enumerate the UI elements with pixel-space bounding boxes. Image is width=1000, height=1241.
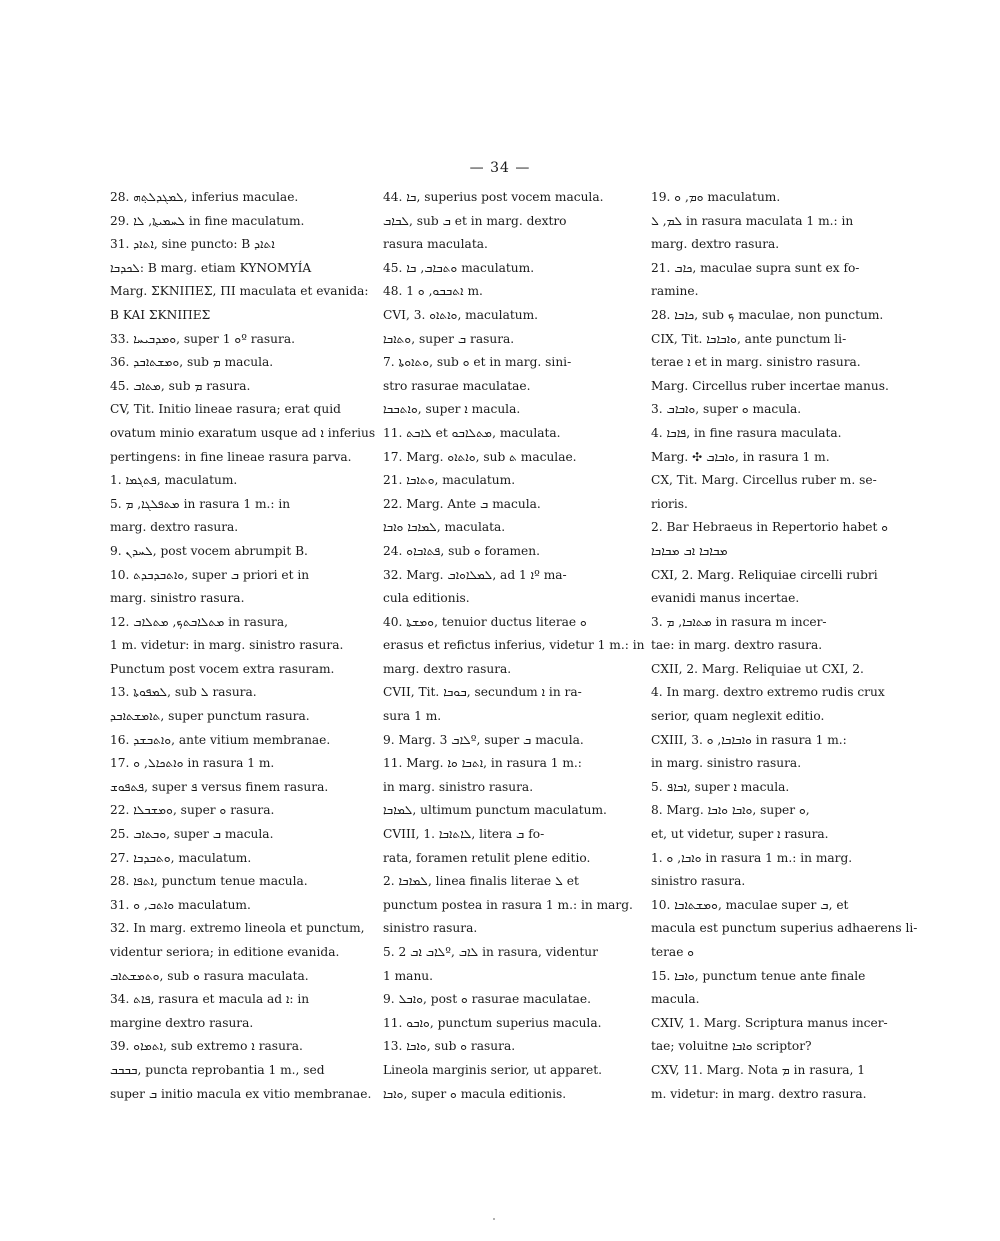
text-line: Punctum post vocem extra rasuram. [110,661,335,676]
text-line: CXV, 11. Marg. Nota ܡ in rasura, 1 [651,1062,866,1077]
text-line: 28. ܟܐܒܐ, sub ܟ maculae, non punctum. [651,307,884,322]
text-line: 5. ܠܐܒ ܐܒ 2º, ܠܐܒ in rasura, videntur [383,945,598,959]
text-line: 32. In marg. extremo lineola et punctum, [110,921,365,936]
text-line: m. videtur: in marg. dextro rasura. [651,1086,867,1101]
text-line: ܠܡ, ܠ in rasura maculata 1 m.: in [651,213,854,228]
text-line: 19. ܘܡ, ܘ maculatum. [651,190,781,204]
text-line: 39. ܐܬܡܐܘ, sub extremo ܐ rasura. [110,1039,303,1054]
text-line: 9. ܠܚܕܢ, post vocem abrumpit B. [110,543,308,558]
page-number: — 34 — [469,160,531,176]
text-line: ܒܒܒܒ, puncta reprobantia 1 m., sed [110,1062,325,1077]
text-line: 3. ܘܐܒܐܒ, super ܘ macula. [651,402,802,417]
text-line: 4. ܦܐܒܐ, in fine rasura maculata. [651,425,842,440]
text-line: in marg. sinistro rasura. [383,779,534,794]
text-line: 31. ܘܐܬܒ, ܘ maculatum. [110,897,251,912]
text-line: 8. Marg. ܘܐܒܐ ܘܐܒܐ, super ܘ, [651,803,810,818]
text-line: rioris. [651,496,688,511]
text-line: 22. Marg. Ante ܒ macula. [383,496,541,511]
text-line: 32. Marg. ܠܡܠܐܘܐܒ, ad ܐ 1º ma- [383,567,567,582]
text-line: erasus et refictus inferius, videtur 1 m.: in [383,638,645,653]
text-line: et, ut videtur, super ܐ rasura. [651,827,829,842]
text-line: Marg. Circellus ruber incertae manus. [651,378,889,393]
text-line: tae; voluitne ܘܐܒܐ scriptor? [651,1039,812,1054]
text-line: 9. ܘܐܒܠ, post ܘ rasurae maculatae. [383,992,591,1007]
text-line: 48. ܐܬܒܒܘ, ܘ 1 m. [383,284,483,299]
text-line: marg. sinistro rasura. [110,591,245,606]
text-line: rasura maculata. [383,237,488,252]
text-line: 15. ܘܐܒܐ, punctum tenue ante finale [651,968,866,983]
text-line: margine dextro rasura. [110,1015,254,1030]
text-line: 2. ܠܡܐܒܐ, linea finalis literae ܠ et [383,874,579,889]
text-line: marg. dextro rasura. [383,661,512,676]
text-line: ܬܐܡܫܬܐܒܕ, super punctum rasura. [110,709,310,724]
text-line: ܡܒܐܒܐ ܐܒ ܡܒܐܒܐ [651,543,728,558]
text-line: ovatum minio exaratum usque ad ܐ inferius [110,425,376,440]
text-line: sinistro rasura. [651,874,746,889]
text-column-middle [383,186,645,1106]
text-line: CVIII, 1. ܠܐܬܐܒܐ, litera ܒ fo- [383,827,545,842]
text-line: ܘܬܐܒܐ, super ܒ rasura. [383,331,515,346]
text-line: in marg. sinistro rasura. [651,756,802,771]
text-line: 17. ܘܐܬܟܐܠ, ܘ in rasura 1 m. [110,756,275,771]
text-line: 1. ܘܐܒܐ, ܘ in rasura 1 m.: in marg. [651,850,853,865]
text-line: ܠܒܐܒ, sub ܒ et in marg. dextro [383,213,567,228]
text-line: videntur seriora; in editione evanida. [110,945,340,959]
text-line: ܘܐܒܐ, super ܘ macula editionis. [383,1086,567,1101]
text-line: 3. ܡܬܐܒܐ, ܡ in rasura m incer- [651,614,827,629]
text-line: CIX, Tit. ܘܐܒܐܒܐ, ante punctum li- [651,331,847,346]
text-line: stro rasurae maculatae. [383,378,531,393]
text-line: punctum postea in rasura 1 m.: in marg. [383,897,633,912]
text-line: 36. ܘܡܫܬܐܒܕ, sub ܡ macula. [110,355,274,370]
text-line: 7. ܘܬܐܘܬܐ, sub ܘ et in marg. sini- [383,355,572,370]
text-line: macula. [651,992,700,1007]
text-line: CVII, Tit. ܒܘܒܐ, secundum ܐ in ra- [383,685,582,700]
text-line: CXII, 2. Marg. Reliquiae ut CXI, 2. [651,661,864,676]
text-line: 28. ܐܬܦܐ, punctum tenue macula. [110,874,308,889]
text-line: 25. ܘܒܬܐܒ, super ܒ macula. [110,827,274,842]
text-line: pertingens: in fine lineae rasura parva. [110,449,352,464]
text-line: 11. ܠܐܒܬ et ܡܬܠܐܒܘ, maculata. [383,425,561,440]
text-line: 9. Marg. ܠܐܒ 3º, super ܒ macula. [383,732,584,747]
text-line: CV, Tit. Initio lineae rasura; erat quid [110,402,341,417]
text-line: ܘܐܬܒܒܐ, super ܐ macula. [383,402,521,417]
text-line: 5. ܐܒܐܦ, super ܐ macula. [651,779,790,794]
text-line: sinistro rasura. [383,921,478,936]
text-line: 11. ܘܐܒܘ, punctum superius macula. [383,1015,602,1030]
text-line: 10. ܘܐܬܒܕܒܕܬ, super ܒ priori et in [110,567,310,582]
text-line: 33. ܘܡܕܒܝܚܐ, super ܘ 1º rasura. [110,331,295,346]
text-line: 40. ܘܡܫܬܐ, tenuior ductus literae ܘ [383,614,587,629]
text-line: CXIV, 1. Marg. Scriptura manus incer- [651,1015,888,1030]
text-line: 21. ܘܬܐܒܐ, maculatum. [383,473,516,488]
text-line: 44. ܒܐ, superius post vocem macula. [383,190,604,204]
text-line: 27. ܘܬܒܕܒܐ, maculatum. [110,850,252,865]
text-line: 1 manu. [383,968,434,983]
text-line: sura 1 m. [383,709,442,724]
text-column-right [651,186,918,1106]
text-line: ܠܟܕܒܐ: B marg. etiam KYNOMYÍA [110,260,312,275]
text-line: 5. ܡܬܦܠܓܐ, ܡ in rasura 1 m.: in [110,496,291,511]
text-line: 2. Bar Hebraeus in Repertorio habet ܘ [651,520,889,535]
text-line: 28. ܠܡܓܕܠܬ݂ܗ, inferius maculae. [110,190,299,204]
text-line: 21. ܟܐܒ, maculae supra sunt ex fo- [651,260,860,275]
text-line: ܠܡܐܒܐ, ultimum punctum maculatum. [383,803,607,818]
text-line: macula est punctum superius adhaerens li- [651,921,918,936]
text-line: 29. ܠܚܡܝܬ݂ܐ, ܠܐ in fine maculatum. [110,213,305,228]
text-line: Lineola marginis serior, ut apparet. [383,1062,602,1077]
text-line: 1 m. videtur: in marg. sinistro rasura. [110,638,344,653]
text-line: 1. ܦܬܓܡܐ, maculatum. [110,473,238,488]
text-line: 12. ܡܬܠܐܒܬܟ, ܡܬܠܐܒ in rasura, [110,614,289,629]
text-line: CXIII, 3. ܘܐܒܐܒܐ, ܘ in rasura 1 m.: [651,732,847,747]
text-line: ramine. [651,284,699,299]
text-line: 45. ܡܬܐܒ, sub ܡ rasura. [110,378,251,393]
text-line: ܦܬܦܘܫ, super ܦ versus finem rasura. [110,779,329,794]
text-line: tae: in marg. dextro rasura. [651,638,823,653]
text-line: super ܒ initio macula ex vitio membranae. [110,1086,372,1101]
text-line: serior, quam neglexit editio. [651,709,825,724]
text-line: cula editionis. [383,591,470,606]
text-line: 13. ܠܡܦܘܬܐ, sub ܠ rasura. [110,685,257,700]
text-column-left [110,186,376,1106]
text-line: marg. dextro rasura. [651,237,780,252]
text-line: 24. ܦܬܐܒܐܘ, sub ܘ foramen. [383,543,540,558]
text-line: 45. ܘܬܒܐܒ, ܒܐ maculatum. [383,260,535,275]
text-line: terae ܐ et in marg. sinistro rasura. [651,355,861,370]
text-line: CVI, 3. ܘܐܬܐܘ, maculatum. [383,307,539,322]
text-line: 13. ܘܐܒܐ, sub ܘ rasura. [383,1039,516,1054]
text-line: ܘܬܡܫܬܐܒ, sub ܘ rasura maculata. [110,968,309,983]
text-line: 10. ܘܡܫܬܐܒܐ, maculae super ܒ, et [651,897,849,912]
text-line: Marg. ΣΚΝΙΠΕΣ, ΠΙ maculata et evanida: [110,284,369,299]
text-line: 17. Marg. ܘܐܬܐܘ, sub ܬ maculae. [383,449,577,464]
text-line: CX, Tit. Marg. Circellus ruber m. se- [651,473,877,488]
text-line: B KAI ΣΚΝΙΠΕΣ [110,307,211,322]
text-line: evanidi manus incertae. [651,591,800,606]
text-line: 22. ܘܡܫܒܠܐ, super ܘ rasura. [110,803,275,818]
text-line: 16. ܘܐܬܒܫܕ, ante vitium membranae. [110,732,331,747]
text-line: ܠܡܐܒܐ ܘܐܒܐ, maculata. [383,520,506,535]
text-line: 31. ܐܬܐܕ, sine puncto: B ܐܬܐܕ [110,237,275,252]
text-line: 34. ܦܐܬ, rasura et macula ad ܐ: in [110,992,310,1007]
text-line: rata, foramen retulit plene editio. [383,850,591,865]
printer-mark [493,1218,495,1220]
text-line: 11. Marg. ܐܬܒܐ ܘܐ, in rasura 1 m.: [383,756,582,771]
text-line: CXI, 2. Marg. Reliquiae circelli rubri [651,567,878,582]
text-line: Marg. ✣ ܘܐܒܐܒ, in rasura 1 m. [651,449,830,464]
text-line: 4. In marg. dextro extremo rudis crux [651,685,885,700]
text-line: marg. dextro rasura. [110,520,239,535]
text-line: terae ܘ [651,945,695,959]
